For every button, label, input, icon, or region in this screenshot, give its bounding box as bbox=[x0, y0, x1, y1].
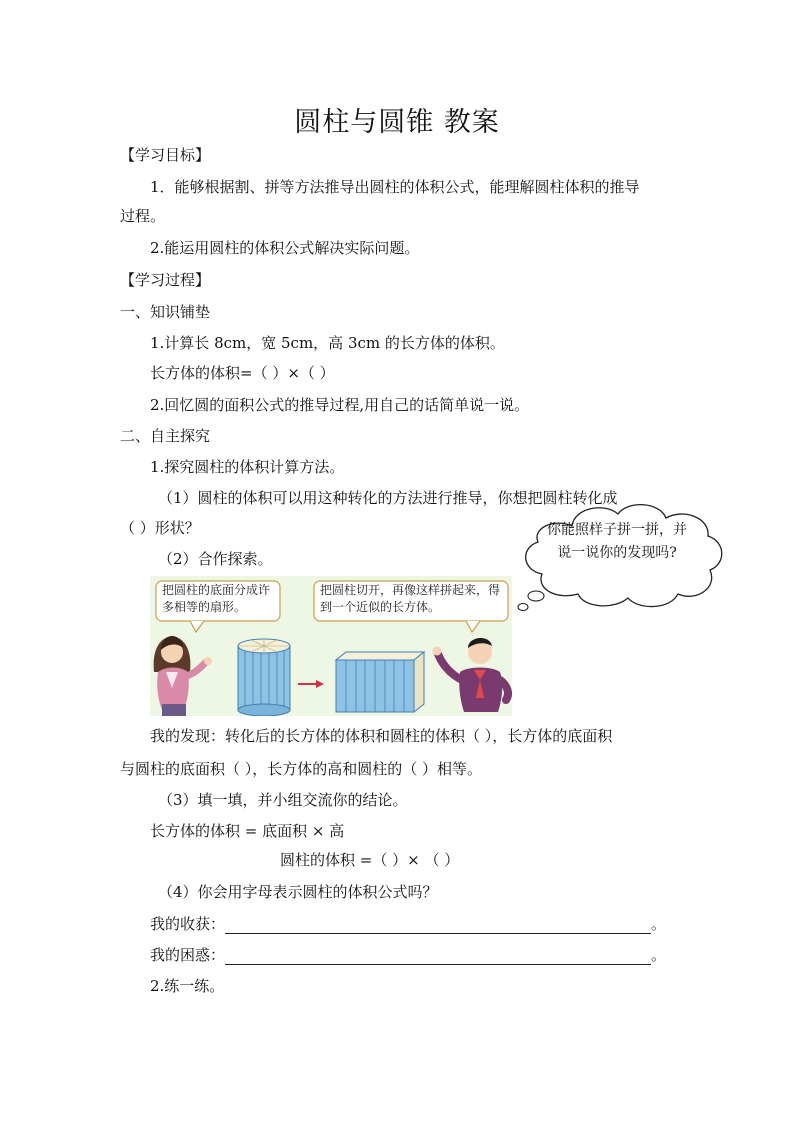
gain-answer-line[interactable] bbox=[225, 917, 651, 934]
gain-label: 我的收获： bbox=[150, 915, 226, 933]
finding-text-cont: 与圆柱的底面积（ ），长方体的高和圆柱的（ ）相等。 bbox=[120, 760, 483, 778]
cylinder-volume-formula: 圆柱的体积 =（ ）× （ ） bbox=[280, 851, 460, 869]
cuboid-volume-blank: 长方体的体积=（ ）×（ ） bbox=[150, 364, 335, 382]
goal-1: 1．能够根据割、拼等方法推导出圆柱的体积公式，能理解圆柱体积的推导 bbox=[150, 178, 640, 196]
section-2-heading: 二、自主探究 bbox=[120, 427, 211, 445]
page-title: 圆柱与圆锥 教案 bbox=[294, 107, 500, 138]
goals-header: 【学习目标】 bbox=[120, 146, 211, 164]
section-2-question-1: 1.探究圆柱的体积计算方法。 bbox=[150, 458, 345, 476]
process-header: 【学习过程】 bbox=[120, 271, 211, 289]
cuboid-volume-formula: 长方体的体积 = 底面积 × 高 bbox=[150, 822, 345, 840]
part-4-text: （4）你会用字母表示圆柱的体积公式吗？ bbox=[158, 883, 438, 901]
part-3-text: （3）填一填，并小组交流你的结论。 bbox=[158, 791, 408, 809]
doubt-label: 我的困惑： bbox=[150, 946, 226, 964]
part-1-text-cont: （ ）形状？ bbox=[120, 519, 200, 537]
gain-line bbox=[150, 914, 666, 934]
doubt-line bbox=[150, 945, 666, 965]
cloud-prompt: 你能照样子拼一拼，并说一说你的发现吗? bbox=[547, 522, 687, 561]
cuboid-icon bbox=[336, 652, 424, 712]
part-1-text: （1）圆柱的体积可以用这种转化的方法进行推导，你想把圆柱转化成 bbox=[158, 489, 618, 507]
doubt-period: 。 bbox=[651, 946, 667, 964]
doubt-answer-line[interactable] bbox=[225, 948, 651, 965]
finding-text: 我的发现：转化后的长方体的体积和圆柱的体积（ ），长方体的底面积 bbox=[150, 727, 613, 745]
part-2-text: （2）合作探索。 bbox=[158, 550, 273, 568]
goal-1-cont: 过程。 bbox=[120, 207, 166, 225]
section-1-question-1: 1.计算长 8cm，宽 5cm，高 3cm 的长方体的体积。 bbox=[150, 334, 505, 352]
goal-2: 2.能运用圆柱的体积公式解决实际问题。 bbox=[150, 239, 420, 257]
gain-period: 。 bbox=[651, 915, 667, 933]
section-1-heading: 一、知识铺垫 bbox=[120, 303, 211, 321]
speech-bubble-right: 把圆柱切开，再像这样拼起来，得到一个近似的长方体。 bbox=[320, 583, 501, 614]
practice-heading: 2.练一练。 bbox=[150, 977, 225, 995]
cylinder-icon bbox=[238, 639, 290, 716]
speech-bubble-left: 把圆柱的底面分成许多相等的扇形。 bbox=[162, 583, 271, 614]
section-1-question-2: 2.回忆圆的面积公式的推导过程,用自己的话简单说一说。 bbox=[150, 396, 530, 414]
